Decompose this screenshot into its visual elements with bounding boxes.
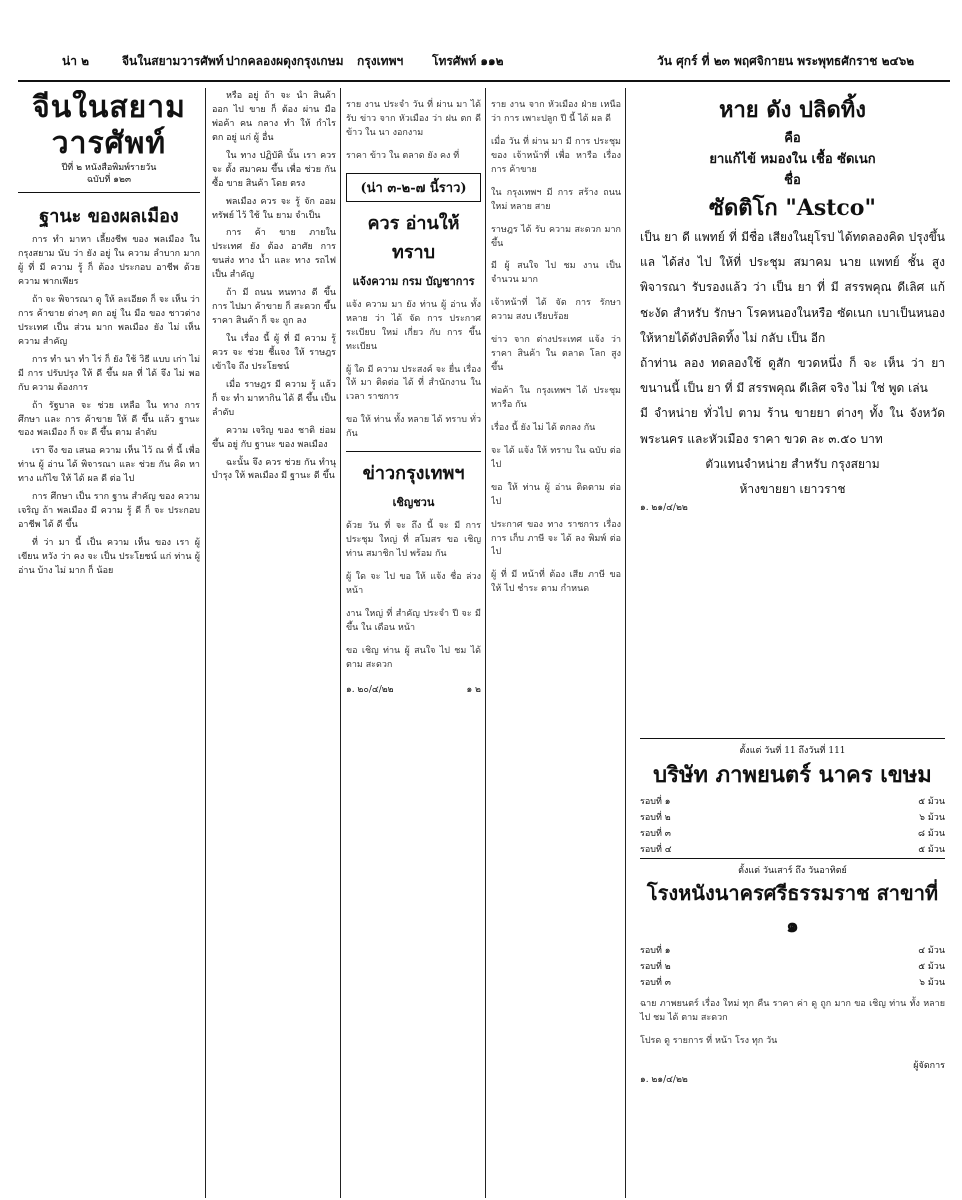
masthead-sub2: ฉบับที่ ๑๒๓ <box>86 175 132 186</box>
cinema2-body: ฉาย ภาพยนตร์ เรื่อง ใหม่ ทุก คืน ราคา ค่า ดู ถูก มาก ขอ เชิญ ท่าน ทั้ง หลาย ไป ชม ได้ ตาม สะดวก โปรด ดู รายการ ที่ หน้า โรง ทุก วัน <box>640 999 945 1047</box>
ad-line-2: คือ <box>784 131 801 146</box>
office-address: ปากคลองผดุงกรุงเกษม <box>226 54 344 68</box>
cinema2-top-line: ตั้งแต่ วันเสาร์ ถึง วันอาทิตย์ <box>738 866 847 876</box>
header-rule <box>18 80 950 82</box>
column-1 <box>18 90 200 1190</box>
article-title: ฐานะ ของผลเมือง <box>39 206 179 228</box>
cinema1-row3-label: รอบที่ ๓ <box>640 829 671 840</box>
cinema2-signature <box>640 1058 945 1072</box>
cinema2-row1-value: ๔ ม้วน <box>918 946 945 957</box>
column-rule <box>485 88 486 1198</box>
cinema2-row3-label: รอบที่ ๓ <box>640 978 671 989</box>
column-rule <box>205 88 206 1198</box>
ad-paragraph-2: ถ้าท่าน ลอง ทดลองใช้ ดูสัก ขวดหนึ่ง ก็ จะ เห็น ว่า ยา ขนานนี้ เป็น ยา ที่ มี สรรพคุณ ดีเลิศ จริง ไม่ ใช่ พูด เล่น <box>640 355 945 396</box>
cinema2-row2-label: รอบที่ ๒ <box>640 962 671 973</box>
news-heading: ข่าวกรุงเทพฯ <box>362 463 465 485</box>
masthead-sub1: ปีที่ ๒ หนังสือพิมพ์รายวัน <box>61 163 157 173</box>
cinema2-row <box>640 975 945 989</box>
paper-section: จีนในสยามวารศัพท์ <box>122 54 224 68</box>
notice-heading: ควร อ่านให้ ทราบ <box>367 212 460 263</box>
city-name: กรุงเทพฯ <box>357 54 404 68</box>
cinema1-top-line: ตั้งแต่ วันที่ 11 ถึงวันที่ 111 <box>739 746 846 756</box>
cinema1-row3-value: ๘ ม้วน <box>918 829 945 840</box>
divider <box>18 192 200 193</box>
cinema2-note: ๑. ๒๑/๔/๒๒ <box>640 1074 688 1085</box>
news-body: ด้วย วัน ที่ จะ ถึง นี้ จะ มี การ ประชุม ใหญ่ ที่ สโมสร ขอ เชิญ ท่าน สมาชิก ไป พร้อม กัน ผู้ ใด จะ ไป ขอ ให้ แจ้ง ชื่อ ล่วง หน้า งาน ใหญ่ ที่ สำคัญ ประจำ ปี จะ มี ขึ้น ใน เดือน หน้า ขอ เชิญ ท่าน ผู้ สนใจ ไป ชม ได้ ตาม สะดวก <box>346 521 481 670</box>
phone-number: โทรศัพท์ ๑๑๒ <box>432 54 504 68</box>
notice-subheading: แจ้งความ กรม บัญชาการ <box>352 274 475 288</box>
article-body: การ ทำ มาหา เลี้ยงชีพ ของ พลเมือง ใน กรุงสยาม นับ ว่า ยัง อยู่ ใน ความ ลำบาก มาก ผู้ ที่ มี ความ รู้ ก็ ต้อง ประกอบ อาชีพ ด้วย ความ พากเพียร ถ้า จะ พิจารณา ดู ให้ ละเอียด ก็ จะ เห็น ว่า การ ค้าขาย ต่างๆ ตก อยู่ ใน มือ ของ ชาวต่างประเทศ เป็น ส่วน มาก พลเมือง ยัง ไม่ เห็น ความ สำคัญ การ ทำ นา ทำ ไร่ ก็ ยัง ใช้ วิธี แบบ เก่า ไม่ มี การ ปรับปรุง ให้ ดี ขึ้น ผล ที่ ได้ จึง ไม่ พอ กับ ความ ต้องการ ถ้า รัฐบาล จะ ช่วย เหลือ ใน ทาง การ ศึกษา และ การ ค้าขาย ให้ ดี ขึ้น แล้ว ฐานะ ของ พลเมือง ก็ จะ ดี ขึ้น ตาม ลำดับ เรา จึง ขอ เสนอ ความ เห็น ไว้ ณ ที่ นี้ เพื่อ ท่าน ผู้ อ่าน ได้ พิจารณา และ ช่วย กัน คิด หา ทาง แก้ไข ให้ ได้ ผล ดี ต่อ ไป การ ศึกษา เป็น ราก ฐาน สำคัญ ของ ความ เจริญ ถ้า พลเมือง มี ความ รู้ ดี ก็ จะ ประกอบ อาชีพ ได้ ดี ขึ้น ที่ ว่า มา นี้ เป็น ความ เห็น ของ เรา ผู้ เขียน หวัง ว่า คง จะ เป็น ประโยชน์ แก่ ท่าน ผู้ อ่าน บ้าง ไม่ มาก ก็ น้อย <box>18 235 200 576</box>
cinema1-row4-label: รอบที่ ๔ <box>640 845 672 856</box>
divider <box>640 738 945 739</box>
cinema1-row <box>640 810 945 824</box>
ad-paragraph-1: เป็น ยา ดี แพทย์ ที่ มีชื่อ เสียงในยุโรป ได้ทดลองคิด ปรุงขึ้น แล ได้ส่ง ไป ให้ที่ ประชุม สมาคม นาย แพทย์ ชั้น สูง พิจารณา รับรองแล้ว ว่า เป็น ยา ที่ มี สรรพคุณ ดีเลิศ แก้ชะงัด สำหรับ รักษา โรคหนองในหรือ ซัดเนก เบาเป็นหนอง ให้หายได้ดังปลิดทิ้ง ไม่ กลับ เป็น อีก <box>640 230 945 345</box>
cinema1-row1-value: ๕ ม้วน <box>918 797 945 808</box>
medicine-advertisement <box>640 92 945 514</box>
ad-headline: หาย ดัง ปลิดทิ้ง <box>718 97 867 123</box>
col3-footer-date: ๑. ๒๐/๔/๒๒ <box>346 684 394 695</box>
column-rule <box>625 88 626 1198</box>
cinema2-row1-label: รอบที่ ๑ <box>640 946 671 957</box>
cinema2-row3-value: ๖ ม้วน <box>919 978 945 989</box>
ad-paragraph-5: ห้างขายยา เยาวราช <box>739 481 846 496</box>
cinema2-row <box>640 943 945 957</box>
cinema2-row2-value: ๕ ม้วน <box>918 962 945 973</box>
cinema2-title: โรงหนังนาครศรีธรรมราช สาขาที่ ๑ <box>646 881 939 938</box>
column-3 <box>346 90 481 1190</box>
col3-footer-num: ๑ ๒ <box>466 684 481 695</box>
ad-note: ๑. ๒๑/๔/๒๒ <box>640 503 688 514</box>
cinema1-row2-label: รอบที่ ๒ <box>640 813 671 824</box>
page-number: น่า ๒ <box>62 54 90 68</box>
masthead-title: จีนในสยามวารศัพท์ <box>32 90 186 161</box>
column-4-body: ราย งาน จาก หัวเมือง ฝ่าย เหนือ ว่า การ เพาะปลูก ปี นี้ ได้ ผล ดี เมื่อ วัน ที่ ผ่าน มา มี การ ประชุม ของ เจ้าหน้าที่ เพื่อ หารือ เรื่อง การ ค้าขาย ใน กรุงเทพฯ มี การ สร้าง ถนน ใหม่ หลาย สาย ราษฎร ได้ รับ ความ สะดวก มาก ขึ้น มี ผู้ สนใจ ไป ชม งาน เป็น จำนวน มาก เจ้าหน้าที่ ได้ จัด การ รักษา ความ สงบ เรียบร้อย ข่าว จาก ต่างประเทศ แจ้ง ว่า ราคา สินค้า ใน ตลาด โลก สูง ขึ้น พ่อค้า ใน กรุงเทพฯ ได้ ประชุม หารือ กัน เรื่อง นี้ ยัง ไม่ ได้ ตกลง กัน จะ ได้ แจ้ง ให้ ทราบ ใน ฉบับ ต่อ ไป ขอ ให้ ท่าน ผู้ อ่าน ติดตาม ต่อ ไป ประกาศ ของ ทาง ราชการ เรื่อง การ เก็บ ภาษี จะ ได้ ลง พิมพ์ ต่อ ไป ผู้ ที่ มี หน้าที่ ต้อง เสีย ภาษี ขอ ให้ ไป ชำระ ตาม กำหนด <box>491 100 621 595</box>
article-body-continued: หรือ อยู่ ถ้า จะ นำ สินค้า ออก ไป ขาย ก็ ต้อง ผ่าน มือ พ่อค้า คน กลาง ทำ ให้ กำไร ตก อยู่ แก่ ผู้ อื่น ใน ทาง ปฏิบัติ นั้น เรา ควร จะ ตั้ง สมาคม ขึ้น เพื่อ ช่วย กัน ซื้อ ขาย สินค้า โดย ตรง พลเมือง ควร จะ รู้ จัก ออม ทรัพย์ ไว้ ใช้ ใน ยาม จำเป็น การ ค้า ขาย ภายใน ประเทศ ยัง ต้อง อาศัย การ ขนส่ง ทาง น้ำ และ ทาง รถไฟ เป็น สำคัญ ถ้า มี ถนน หนทาง ดี ขึ้น การ ไปมา ค้าขาย ก็ สะดวก ขึ้น ราคา สินค้า ก็ จะ ถูก ลง ใน เรื่อง นี้ ผู้ ที่ มี ความ รู้ ควร จะ ช่วย ชี้แจง ให้ ราษฎร เข้าใจ ถึง ประโยชน์ เมื่อ ราษฎร มี ความ รู้ แล้ว ก็ จะ ทำ มาหากิน ได้ ดี ขึ้น เป็น ลำดับ ความ เจริญ ของ ชาติ ย่อม ขึ้น อยู่ กับ ฐานะ ของ พลเมือง ฉะนั้น จึง ควร ช่วย กัน ทำนุบำรุง ให้ พลเมือง มี ฐานะ ดี ขึ้น <box>212 91 336 482</box>
news-subheading: เชิญชวน <box>392 496 435 510</box>
short-notice: ราย งาน ประจำ วัน ที่ ผ่าน มา ได้ รับ ข่าว จาก หัวเมือง ว่า ฝน ตก ดี ข้าว ใน นา งอกงาม ราคา ข้าว ใน ตลาด ยัง คง ที่ <box>346 100 481 161</box>
column-rule <box>340 88 341 1198</box>
col3-footer <box>346 682 481 696</box>
column-2 <box>212 90 336 1190</box>
cinema2-signature-text: ผู้จัดการ <box>913 1060 945 1071</box>
cinema-ad-1 <box>640 732 945 858</box>
column-4 <box>491 90 621 1190</box>
cinema2-row <box>640 959 945 973</box>
ad-line-3: ยาแก้ไข้ หมองใน เชื้อ ซัดเนก <box>709 152 876 167</box>
issue-date: วัน ศุกร์ ที่ ๒๓ พฤศจิกายน พระพุทธศักราช ๒๔๖๒ <box>657 54 915 68</box>
notice-body: แจ้ง ความ มา ยัง ท่าน ผู้ อ่าน ทั้ง หลาย ว่า ได้ จัด การ ประกาศ ระเบียบ ใหม่ เกี่ยว กับ การ ขึ้น ทะเบียน ผู้ ใด มี ความ ประสงค์ จะ ยื่น เรื่อง ให้ มา ติดต่อ ได้ ที่ สำนักงาน ใน เวลา ราชการ ขอ ให้ ท่าน ทั้ง หลาย ได้ ทราบ ทั่ว กัน <box>346 299 481 440</box>
cinema-ad-2 <box>640 852 945 1086</box>
divider <box>346 451 481 452</box>
cinema1-row <box>640 794 945 808</box>
cinema1-row2-value: ๖ ม้วน <box>919 813 945 824</box>
cinema1-row1-label: รอบที่ ๑ <box>640 797 671 808</box>
price-box: (น่า ๓-๒-๗ นี้ราว) <box>346 173 481 202</box>
ad-line-4: ชื่อ <box>784 173 801 188</box>
cinema1-title: บริษัท ภาพยนตร์ นาคร เขษม <box>653 762 932 789</box>
divider <box>640 858 945 859</box>
ad-paragraph-3: มี จำหน่าย ทั่วไป ตาม ร้าน ขายยา ต่างๆ ทั้ง ใน จังหวัด พระนคร และหัวเมือง ราคา ขวด ละ ๓.๕๐ บาท <box>640 406 945 446</box>
cinema1-row4-value: ๕ ม้วน <box>918 845 945 856</box>
ad-product-name: ซัดติโก "Astco" <box>709 195 876 221</box>
cinema1-row <box>640 826 945 840</box>
ad-paragraph-4: ตัวแทนจำหน่าย สำหรับ กรุงสยาม <box>705 456 880 471</box>
page-header <box>12 0 950 80</box>
